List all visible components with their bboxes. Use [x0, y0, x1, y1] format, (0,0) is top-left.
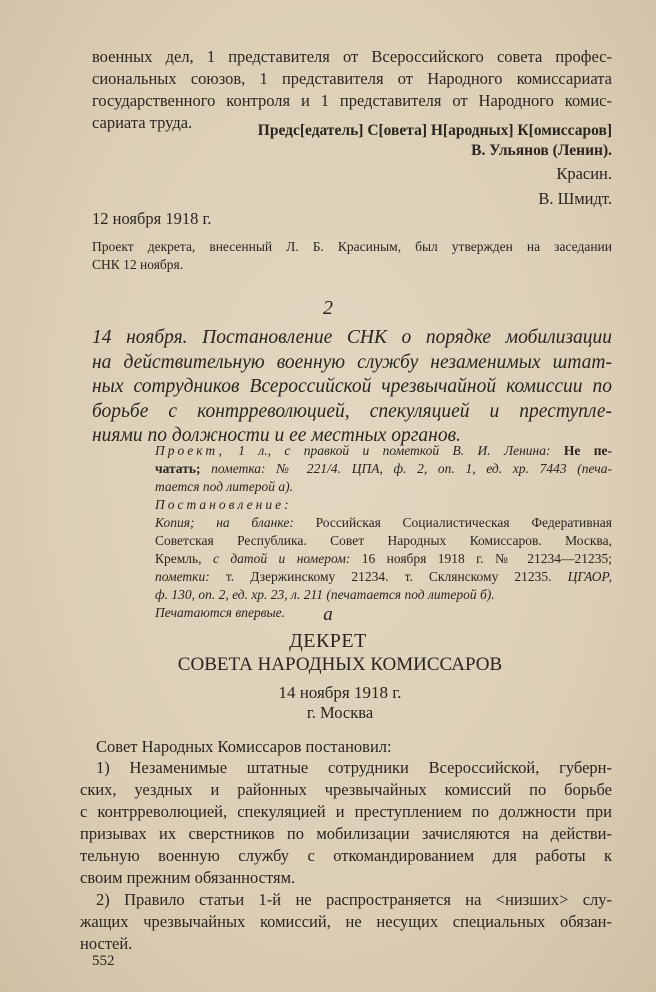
signature-title: Предс[едатель] С[овета] Н[ародных] К[омиссаров] — [257, 122, 612, 139]
note-line — [155, 514, 612, 532]
text-line: с контрреволюцией, спекуляцией и преступлением по должности при — [80, 802, 612, 821]
co-signer-shmidt: В. Шмидт. — [538, 189, 612, 208]
document-number: 2 — [323, 297, 333, 319]
text-line: СНК 12 ноября. — [92, 257, 184, 272]
heading-line: 14 ноября. Постановление СНК о порядке мобилизации — [92, 327, 612, 348]
note-line: ф. 130, оп. 2, ед. хр. 23, л. 211 (печатается под литерой б). — [155, 587, 495, 602]
note-bold: чатать; — [155, 461, 201, 476]
text-line: военных дел, 1 представителя от Всероссийского совета профес- — [92, 47, 612, 66]
text-line: призывах их сверстников по мобилизации зачисляются на действи- — [80, 824, 612, 843]
note-spaced-word: Постановление: — [155, 497, 292, 512]
document-heading — [92, 326, 612, 449]
text-line: ностей. — [80, 934, 133, 953]
note-text: Российская Социалистическая Федеративная — [315, 515, 612, 530]
note-bold: Не пе- — [563, 443, 612, 458]
note-line: тается под литерой а). — [155, 479, 294, 494]
date-line: 12 ноября 1918 г. — [92, 209, 212, 228]
note-italic: пометки: — [155, 569, 226, 584]
heading-line: на действительную военную службу незаменимых штат- — [92, 351, 612, 373]
note-line: Советская Республика. Совет Народных Комиссаров. Москва, — [155, 533, 612, 548]
text-line: сариата труда. — [92, 113, 193, 132]
co-signer-krasin: Красин. — [556, 164, 612, 183]
decree-place: г. Москва — [306, 703, 374, 722]
text-line: сиональных союзов, 1 представителя от Народного комиссариата — [92, 69, 612, 88]
decree-title: ДЕКРЕТ — [289, 630, 367, 652]
heading-line: борьбе с контрреволюцией, спекуляцией и преступле- — [92, 400, 612, 422]
decree-paragraph-2 — [80, 889, 612, 955]
text-line: Проект декрета, внесенный Л. Б. Красиным, был утвержден на заседании — [92, 239, 612, 254]
text-line: своим прежним обязанностям. — [80, 868, 296, 887]
editorial-note — [92, 238, 612, 274]
text-line: 1) Незаменимые штатные сотрудники Всероссийской, губерн- — [96, 758, 612, 777]
decree-subtitle: СОВЕТА НАРОДНЫХ КОМИССАРОВ — [177, 654, 503, 675]
decree-paragraph-1 — [80, 757, 612, 889]
note-text: Кремль, — [155, 551, 213, 566]
note-text: 16 ноября 1918 г. № 21234—21235; — [361, 551, 612, 566]
heading-line: ных сотрудников Всероссийской чрезвычайной комиссии по — [92, 376, 612, 397]
text-line: 2) Правило статьи 1-й не распространяется на <низших> слу- — [96, 890, 612, 909]
note-italic: пометка: № 221/4. ЦПА, ф. 2, оп. 1, ед. хр. 7443 (печа- — [200, 461, 612, 476]
note-line: Печатаются впервые. — [155, 605, 286, 620]
heading-line: ниями по должности и ее местных органов. — [92, 425, 461, 446]
note-italic: с датой и номером: — [212, 551, 362, 566]
note-text: т. Дзержинскому 21234. т. Склянскому 21235. — [225, 569, 568, 584]
text-line: государственного контроля и 1 представителя от Народного комис- — [92, 91, 612, 110]
decree-date: 14 ноября 1918 г. — [278, 683, 402, 702]
section-letter: а — [323, 604, 333, 625]
text-line: жащих чрезвычайных комиссий, не несущих специальных обязан- — [80, 912, 612, 931]
note-italic: 1 л., с правкой и пометкой В. И. Ленина: — [224, 443, 564, 458]
archive-notes — [155, 442, 612, 622]
page-number: 552 — [92, 953, 115, 969]
decree-intro: Совет Народных Комиссаров постановил: — [96, 737, 392, 756]
text-line: тельную военную службу с откомандированием для работы к — [80, 846, 612, 865]
note-italic: ЦГАОР, — [567, 569, 612, 584]
signature-name: В. Ульянов (Ленин). — [471, 142, 612, 159]
note-italic: Копия; на бланке: — [155, 515, 316, 530]
note-line — [155, 550, 612, 568]
note-line — [155, 568, 612, 586]
note-spaced-word: Проект, — [155, 443, 225, 458]
text-line: ских, уездных и районных чрезвычайных комиссий по борьбе — [80, 780, 612, 799]
note-line — [155, 442, 612, 460]
note-line — [155, 460, 612, 478]
